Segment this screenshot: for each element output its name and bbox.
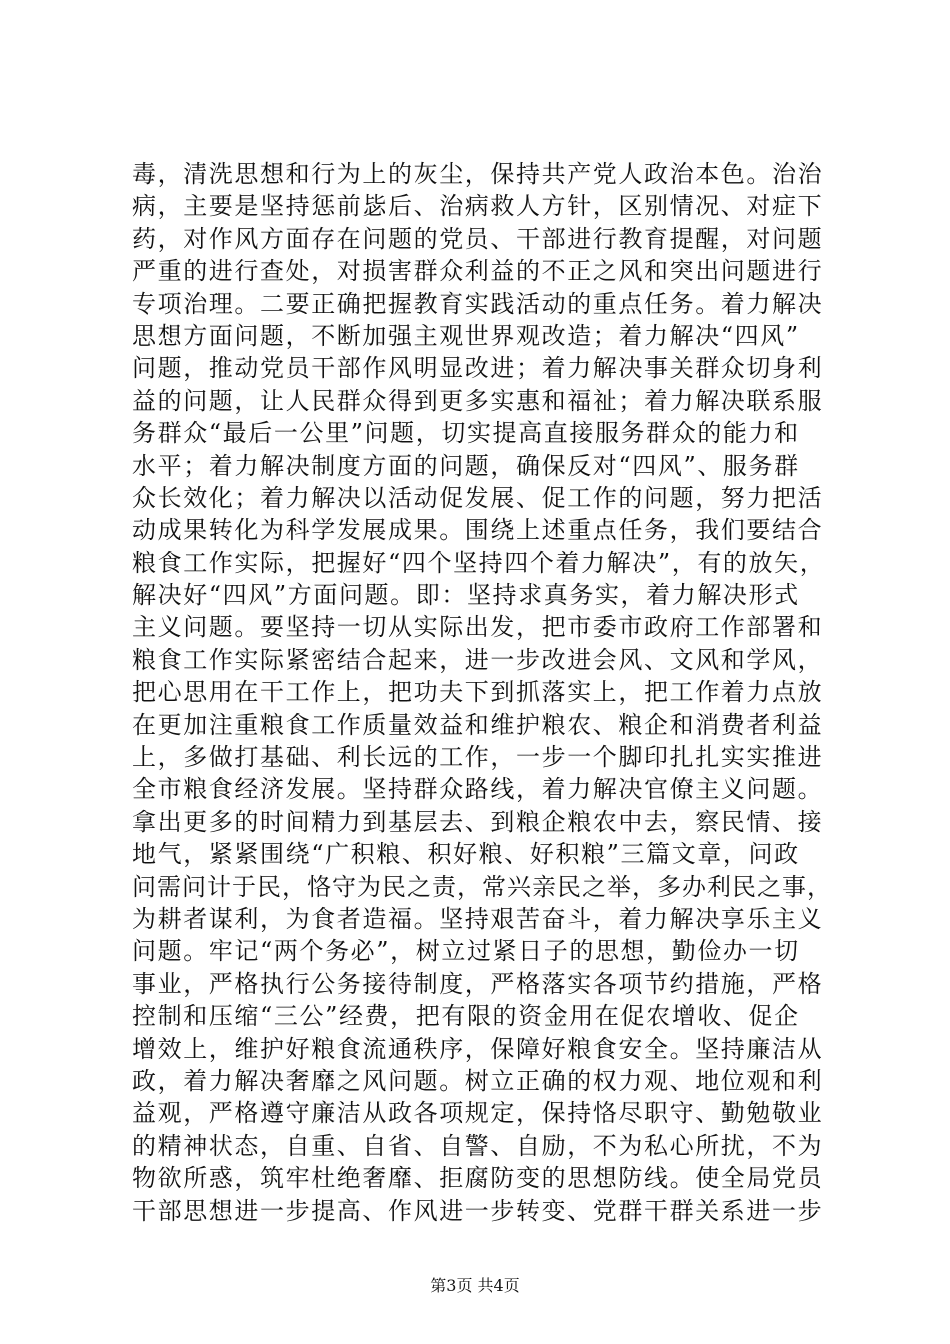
text-line: 益的问题，让人民群众得到更多实惠和福祉；着力解决联系服	[132, 386, 824, 415]
text-line: 主义问题。要坚持一切从实际出发，把市委市政府工作部署和	[132, 613, 824, 642]
text-line: 在更加注重粮食工作质量效益和维护粮农、粮企和消费者利益	[132, 710, 824, 739]
text-line: 粮食工作实际紧密结合起来，进一步改进会风、文风和学风，	[132, 645, 824, 674]
text-line: 动成果转化为科学发展成果。围绕上述重点任务，我们要结合	[132, 516, 824, 545]
text-line: 粮食工作实际，把握好“四个坚持四个着力解决”，有的放矢，	[132, 548, 826, 577]
text-line: 地气，紧紧围绕“广积粮、积好粮、好积粮”三篇文章，问政	[132, 840, 800, 869]
text-line: 把心思用在干工作上，把功夫下到抓落实上，把工作着力点放	[132, 678, 824, 707]
text-line: 控制和压缩“三公”经费，把有限的资金用在促农增收、促企	[132, 1002, 800, 1031]
text-line: 毒，清洗思想和行为上的灰尘，保持共产党人政治本色。治治	[132, 160, 824, 188]
document-body	[132, 158, 832, 1227]
text-line: 上，多做打基础、利长远的工作，一步一个脚印扎扎实实推进	[132, 743, 824, 772]
text-line: 思想方面问题，不断加强主观世界观改造；着力解决“四风”	[132, 321, 800, 350]
text-line: 增效上，维护好粮食流通秩序，保障好粮食安全。坚持廉洁从	[132, 1034, 824, 1063]
text-line: 问题。牢记“两个务必”，树立过紧日子的思想，勤俭办一切	[132, 937, 800, 966]
text-line: 为耕者谋利，为食者造福。坚持艰苦奋斗，着力解决享乐主义	[132, 904, 824, 933]
text-line: 病，主要是坚持惩前毖后、治病救人方针，区别情况、对症下	[132, 192, 824, 221]
text-line: 严重的进行查处，对损害群众利益的不正之风和突出问题进行	[132, 257, 824, 286]
text-line: 拿出更多的时间精力到基层去、到粮企粮农中去，察民情、接	[132, 807, 824, 836]
text-line: 问题，推动党员干部作风明显改进；着力解决事关群众切身利	[132, 354, 824, 383]
text-line: 水平；着力解决制度方面的问题，确保反对“四风”、服务群	[132, 451, 800, 480]
text-line: 专项治理。二要正确把握教育实践活动的重点任务。着力解决	[132, 289, 824, 318]
text-line: 干部思想进一步提高、作风进一步转变、党群干群关系进一步	[132, 1196, 824, 1225]
text-line: 解决好“四风”方面问题。即：坚持求真务实，着力解决形式	[132, 581, 800, 610]
text-line: 的精神状态，自重、自省、自警、自励，不为私心所扰，不为	[132, 1131, 824, 1160]
text-line: 益观，严格遵守廉洁从政各项规定，保持恪尽职守、勤勉敬业	[132, 1099, 824, 1128]
text-line: 务群众“最后一公里”问题，切实提高直接服务群众的能力和	[132, 419, 800, 448]
text-line: 问需问计于民，恪守为民之责，常兴亲民之举，多办利民之事，	[132, 872, 832, 901]
text-line: 物欲所惑，筑牢杜绝奢靡、拒腐防变的思想防线。使全局党员	[132, 1164, 824, 1193]
text-line: 政，着力解决奢靡之风问题。树立正确的权力观、地位观和利	[132, 1066, 824, 1095]
text-line: 全市粮食经济发展。坚持群众路线，着力解决官僚主义问题。	[132, 775, 824, 804]
page-footer: 第3页 共4页	[430, 1276, 520, 1295]
text-line: 众长效化；着力解决以活动促发展、促工作的问题，努力把活	[132, 483, 824, 512]
text-line: 事业，严格执行公务接待制度，严格落实各项节约措施，严格	[132, 969, 824, 998]
text-line: 药，对作风方面存在问题的党员、干部进行教育提醒，对问题	[132, 224, 824, 253]
